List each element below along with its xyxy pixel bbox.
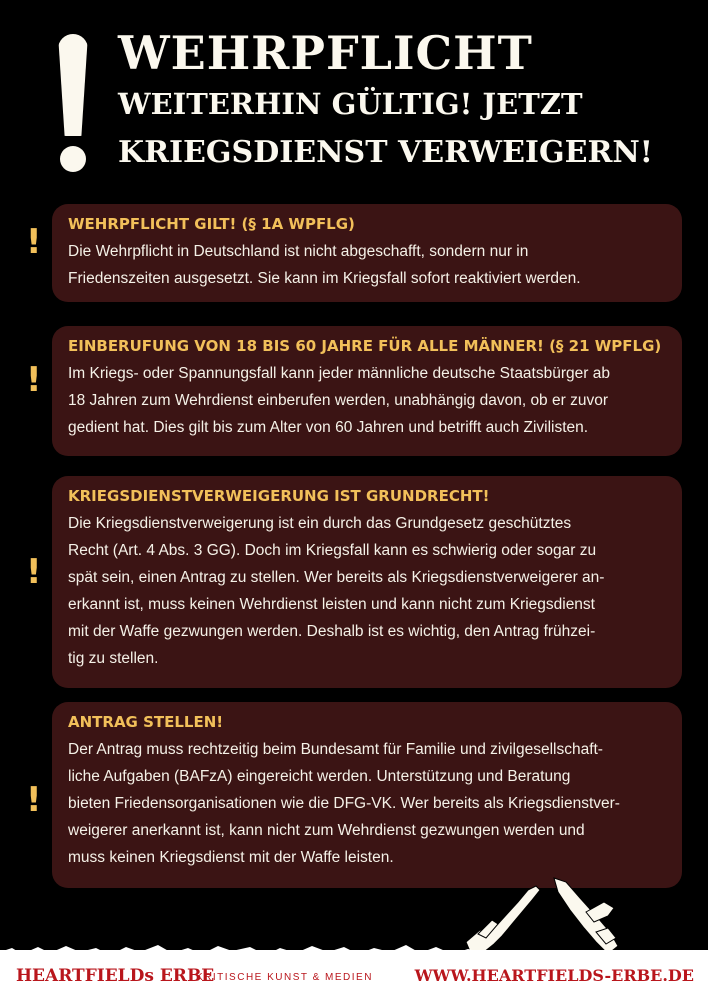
text-line: liche Aufgaben (BAFzA) eingereicht werden. Unterstützung und Beratung xyxy=(68,768,571,785)
large-exclamation-icon xyxy=(58,34,88,174)
text-line: Der Antrag muss rechtzeitig beim Bundesamt für Familie und zivilgesellschaft- xyxy=(68,741,603,758)
exclamation-icon: ! xyxy=(26,552,42,592)
info-card-einberufung xyxy=(52,326,682,456)
card-text xyxy=(68,510,666,672)
headline-line-2: WEITERHIN GÜLTIG! JETZT xyxy=(118,87,583,121)
text-line: Recht (Art. 4 Abs. 3 GG). Doch im Kriegsfall kann es schwierig oder sogar zu xyxy=(68,542,597,559)
text-line: bieten Friedensorganisationen wie die DFG-VK. Wer bereits als Kriegsdienstver- xyxy=(68,795,620,812)
footer-subtitle: KRITISCHE KUNST & MEDIEN xyxy=(196,972,373,983)
text-line: spät sein, einen Antrag zu stellen. Wer bereits als Kriegsdienstverweigerer an- xyxy=(68,569,605,586)
footer xyxy=(0,950,708,1000)
text-line: erkannt ist, muss keinen Wehrdienst leisten und kann nicht zum Kriegsdienst xyxy=(68,596,595,613)
info-card-grundrecht xyxy=(52,476,682,688)
card-text xyxy=(68,360,666,441)
text-line: Die Kriegsdienstverweigerung ist ein durch das Grundgesetz geschütztes xyxy=(68,515,572,532)
text-line: weigerer anerkannt ist, kann nicht zum Wehrdienst gezwungen werden und xyxy=(68,822,585,839)
card-title: WEHRPFLICHT GILT! (§ 1A WPFLG) xyxy=(68,215,355,233)
card-title: ANTRAG STELLEN! xyxy=(68,713,224,731)
info-card-wehrpflicht xyxy=(52,204,682,302)
exclamation-icon: ! xyxy=(26,360,42,400)
text-line: muss keinen Kriegsdienst mit der Waffe leisten. xyxy=(68,849,394,866)
text-line: mit der Waffe gezwungen werden. Deshalb ist es wichtig, den Antrag frühzei- xyxy=(68,623,596,640)
footer-url[interactable]: WWW.HEARTFIELDS-ERBE.DE xyxy=(414,966,694,985)
text-line: 18 Jahren zum Wehrdienst einberufen werden, unabhängig davon, ob er zuvor xyxy=(68,392,608,409)
card-text xyxy=(68,238,666,292)
text-line: Im Kriegs- oder Spannungsfall kann jeder männliche deutsche Staatsbürger ab xyxy=(68,365,610,382)
text-line: tig zu stellen. xyxy=(68,650,159,667)
headline-line-1: WEHRPFLICHT xyxy=(118,26,533,80)
card-text xyxy=(68,736,666,871)
exclamation-icon: ! xyxy=(26,780,42,820)
card-title: KRIEGSDIENSTVERWEIGERUNG IST GRUNDRECHT! xyxy=(68,487,490,505)
exclamation-icon: ! xyxy=(26,222,42,262)
info-card-antrag xyxy=(52,702,682,888)
text-line: Die Wehrpflicht in Deutschland ist nicht abgeschafft, sondern nur in xyxy=(68,243,529,260)
headline-line-3: KRIEGSDIENST VERWEIGERN! xyxy=(118,135,653,170)
footer-brand: HEARTFIELDs ERBE xyxy=(16,966,215,986)
text-line: gedient hat. Dies gilt bis zum Alter von 60 Jahren und betrifft auch Zivilisten. xyxy=(68,419,589,436)
card-title: EINBERUFUNG VON 18 BIS 60 JAHRE FÜR ALLE MÄNNER! (§ 21 WPFLG) xyxy=(68,337,662,355)
text-line: Friedenszeiten ausgesetzt. Sie kann im Kriegsfall sofort reaktiviert werden. xyxy=(68,270,581,287)
